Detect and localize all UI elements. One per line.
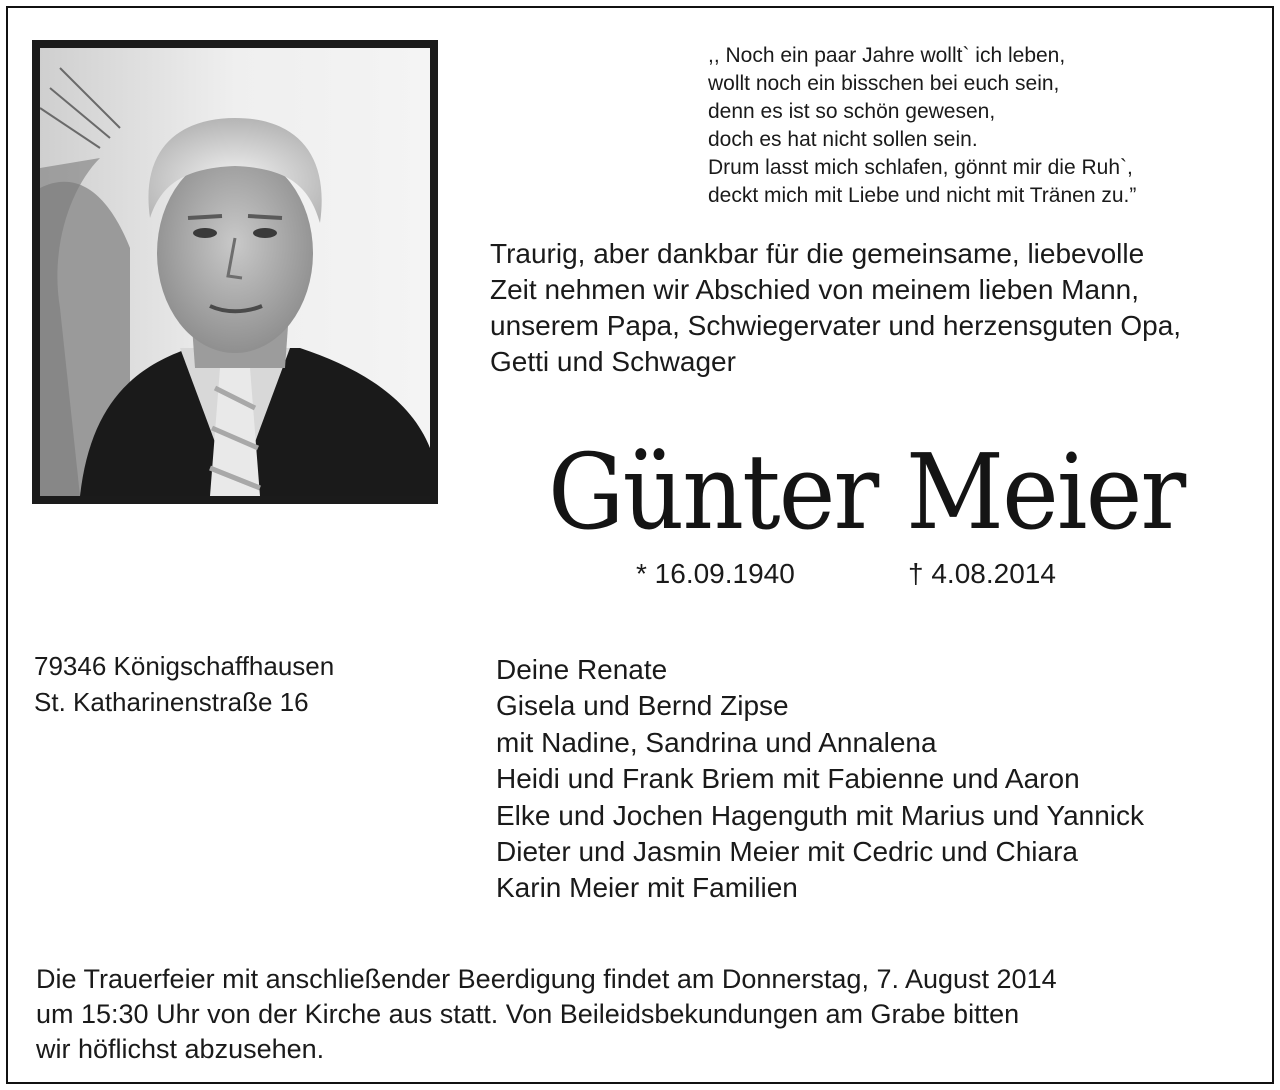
intro-line: Zeit nehmen wir Abschied von meinem lieben Mann, bbox=[490, 274, 1140, 305]
family-line: Gisela und Bernd Zipse bbox=[496, 690, 789, 722]
intro-line: Traurig, aber dankbar für die gemeinsame, liebevolle bbox=[490, 238, 1145, 269]
family-line: Deine Renate bbox=[496, 654, 668, 685]
poem bbox=[708, 42, 1268, 210]
birth-date: * 16.09.1940 bbox=[636, 558, 795, 589]
poem-line: denn es ist so schön gewesen, bbox=[708, 100, 996, 123]
family-line: Karin Meier mit Familien bbox=[496, 872, 798, 904]
family-list bbox=[496, 652, 1276, 907]
address-line: St. Katharinenstraße 16 bbox=[34, 687, 309, 717]
poem-line: wollt noch ein bisschen bei euch sein, bbox=[708, 72, 1060, 95]
family-line: mit Nadine, Sandrina und Annalena bbox=[496, 726, 937, 758]
obituary-card bbox=[6, 6, 1274, 1084]
deceased-name: Günter Meier bbox=[548, 431, 1185, 553]
portrait-photo bbox=[32, 40, 438, 504]
poem-line: ,, Noch ein paar Jahre wollt` ich leben, bbox=[708, 44, 1066, 67]
poem-line: deckt mich mit Liebe und nicht mit Tränen zu.” bbox=[708, 184, 1137, 207]
address bbox=[34, 648, 334, 720]
intro-line: Getti und Schwager bbox=[490, 346, 736, 377]
family-line: Heidi und Frank Briem mit Fabienne und Aaron bbox=[496, 763, 1080, 795]
notice-line: um 15:30 Uhr von der Kirche aus statt. Von Beileidsbekundungen am Grabe bitten bbox=[36, 999, 1020, 1029]
family-line: Dieter und Jasmin Meier mit Cedric und Chiara bbox=[496, 836, 1078, 868]
death-date: † 4.08.2014 bbox=[908, 558, 1056, 589]
poem-line: Drum lasst mich schlafen, gönnt mir die Ruh`, bbox=[708, 156, 1133, 179]
intro-line: unserem Papa, Schwiegervater und herzensguten Opa, bbox=[490, 310, 1182, 341]
portrait-image bbox=[40, 48, 430, 496]
family-line: Elke und Jochen Hagenguth mit Marius und Yannick bbox=[496, 799, 1145, 831]
notice-line: Die Trauerfeier mit anschließender Beerdigung findet am Donnerstag, 7. August 2014 bbox=[36, 964, 1057, 994]
intro-text bbox=[490, 236, 1270, 380]
notice-line: wir höflichst abzusehen. bbox=[36, 1034, 325, 1064]
address-line: 79346 Königschaffhausen bbox=[34, 651, 335, 681]
funeral-notice bbox=[36, 962, 1256, 1067]
poem-line: doch es hat nicht sollen sein. bbox=[708, 128, 978, 151]
